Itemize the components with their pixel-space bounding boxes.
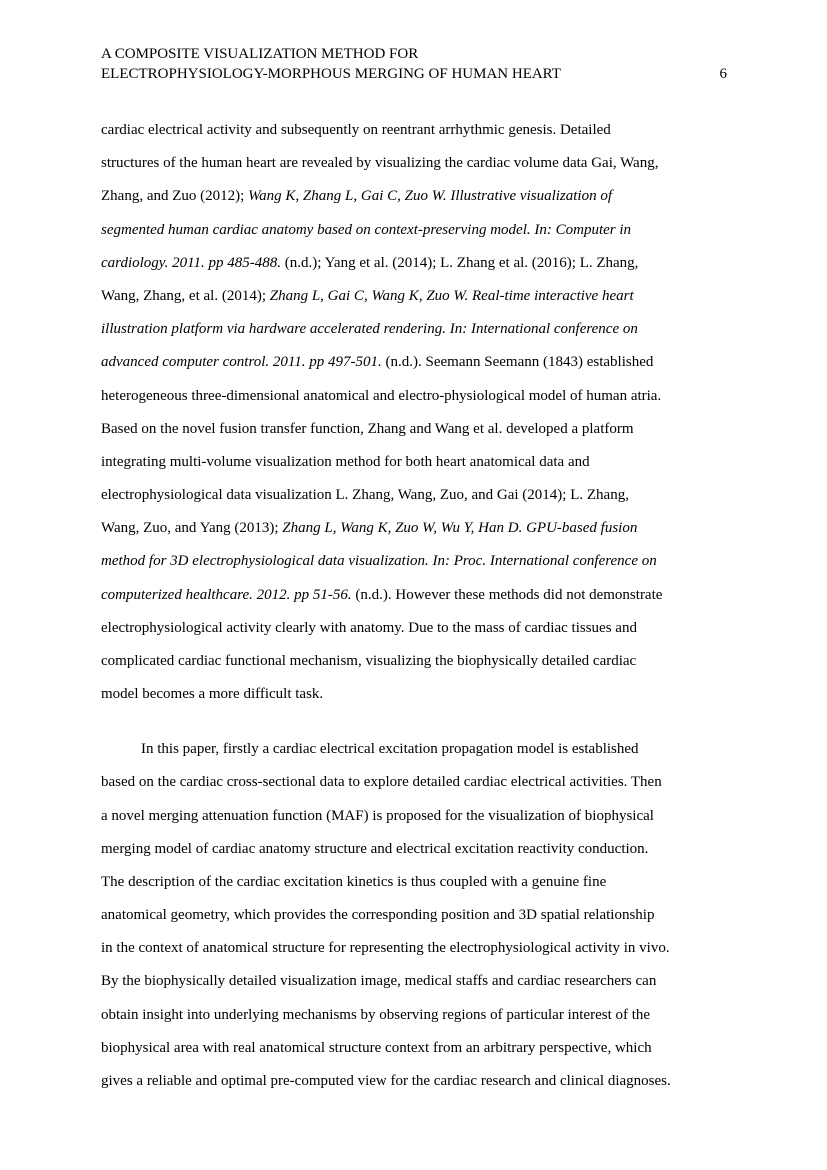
text-line [101,351,727,384]
text-line [101,219,727,252]
text-line [101,683,727,716]
citation-italic: computerized healthcare. 2012. pp 51-56. [101,586,352,603]
text-line [101,937,727,970]
text-run: anatomical geometry, which provides the corresponding position and 3D spatial relationship [101,907,655,924]
text-line [101,252,727,285]
text-line [101,1070,727,1103]
text-line [101,584,727,617]
text-run: obtain insight into underlying mechanisms by observing regions of particular interest of the [101,1006,651,1023]
text-line [101,1037,727,1070]
text-run: in the context of anatomical structure for representing the electrophysiological activity in vivo. [101,940,670,957]
body-text [101,119,727,1103]
text-run: The description of the cardiac excitation kinetics is thus coupled with a genuine fine [101,873,607,890]
text-line [101,617,727,650]
text-line [101,119,727,152]
citation-italic: method for 3D electrophysiological data visualization. In: Proc. International conference on [101,553,657,570]
text-line [101,385,727,418]
text-run: structures of the human heart are revealed by visualizing the cardiac volume data Gai, Wang, [101,155,659,172]
text-run: (n.d.). However these methods did not demonstrate [351,586,663,603]
text-run: (n.d.). Seemann Seemann (1843) established [381,354,654,371]
citation-italic: Zhang L, Wang K, Zuo W, Wu Y, Han D. GPU-based fusion [282,520,638,537]
text-run: electrophysiological data visualization L. Zhang, Wang, Zuo, and Gai (2014); L. Zhang, [101,487,629,504]
text-run: gives a reliable and optimal pre-computed view for the cardiac research and clinical diagnoses. [101,1073,671,1090]
text-run: In this paper, firstly a cardiac electrical excitation propagation model is established [141,741,639,758]
text-line [101,805,727,838]
text-line [101,650,727,683]
text-line [101,451,727,484]
running-head [101,44,727,84]
text-line [101,152,727,185]
citation-italic: cardiology. 2011. pp 485-488. [101,254,281,271]
text-run: integrating multi-volume visualization method for both heart anatomical data and [101,453,590,470]
citation-italic: illustration platform via hardware accelerated rendering. In: International conference on [101,321,638,338]
text-line [101,738,727,771]
text-run: heterogeneous three-dimensional anatomical and electro-physiological model of human atria. [101,387,662,404]
citation-italic: Wang K, Zhang L, Gai C, Zuo W. Illustrative visualization of [248,188,612,205]
text-run: Zhang, and Zuo (2012); [101,188,249,205]
text-run: biophysical area with real anatomical structure context from an arbitrary perspective, which [101,1039,652,1056]
text-line [101,1004,727,1037]
citation-italic: segmented human cardiac anatomy based on context-preserving model. In: Computer in [101,221,632,238]
text-run: Based on the novel fusion transfer function, Zhang and Wang et al. developed a platform [101,420,634,437]
text-line [101,484,727,517]
text-run: cardiac electrical activity and subsequently on reentrant arrhythmic genesis. Detailed [101,122,611,138]
running-head-title-line-2: ELECTROPHYSIOLOGY-MORPHOUS MERGING OF HUMAN HEART [101,66,561,82]
text-line [101,838,727,871]
text-run: By the biophysically detailed visualization image, medical staffs and cardiac researchers can [101,973,657,990]
text-run: merging model of cardiac anatomy structure and electrical excitation reactivity conduction. [101,840,649,857]
citation-italic: advanced computer control. 2011. pp 497-501. [101,354,382,371]
text-line [101,771,727,804]
running-head-title-line-1: A COMPOSITE VISUALIZATION METHOD FOR [101,46,419,62]
text-line [101,970,727,1003]
text-line [101,517,727,550]
text-run: based on the cardiac cross-sectional data to explore detailed cardiac electrical activities. Then [101,774,662,791]
paragraph-gap [101,716,727,738]
text-run: complicated cardiac functional mechanism, visualizing the biophysically detailed cardiac [101,653,637,669]
text-line [101,318,727,351]
text-run: Wang, Zuo, and Yang (2013); [101,520,283,537]
text-line [101,871,727,904]
page-number: 6 [719,66,727,82]
paragraph [101,119,727,716]
text-line [101,185,727,218]
paragraph [101,738,727,1103]
text-run: (n.d.); Yang et al. (2014); L. Zhang et al. (2016); L. Zhang, [281,254,639,271]
citation-italic: Zhang L, Gai C, Wang K, Zuo W. Real-time interactive heart [269,287,634,304]
text-line [101,285,727,318]
text-line [101,418,727,451]
text-line [101,550,727,583]
text-run: Wang, Zhang, et al. (2014); [101,287,270,304]
text-line [101,904,727,937]
text-run: a novel merging attenuation function (MAF) is proposed for the visualization of biophysical [101,807,654,824]
text-run: electrophysiological activity clearly with anatomy. Due to the mass of cardiac tissues and [101,619,637,636]
text-run: model becomes a more difficult task. [101,686,324,703]
